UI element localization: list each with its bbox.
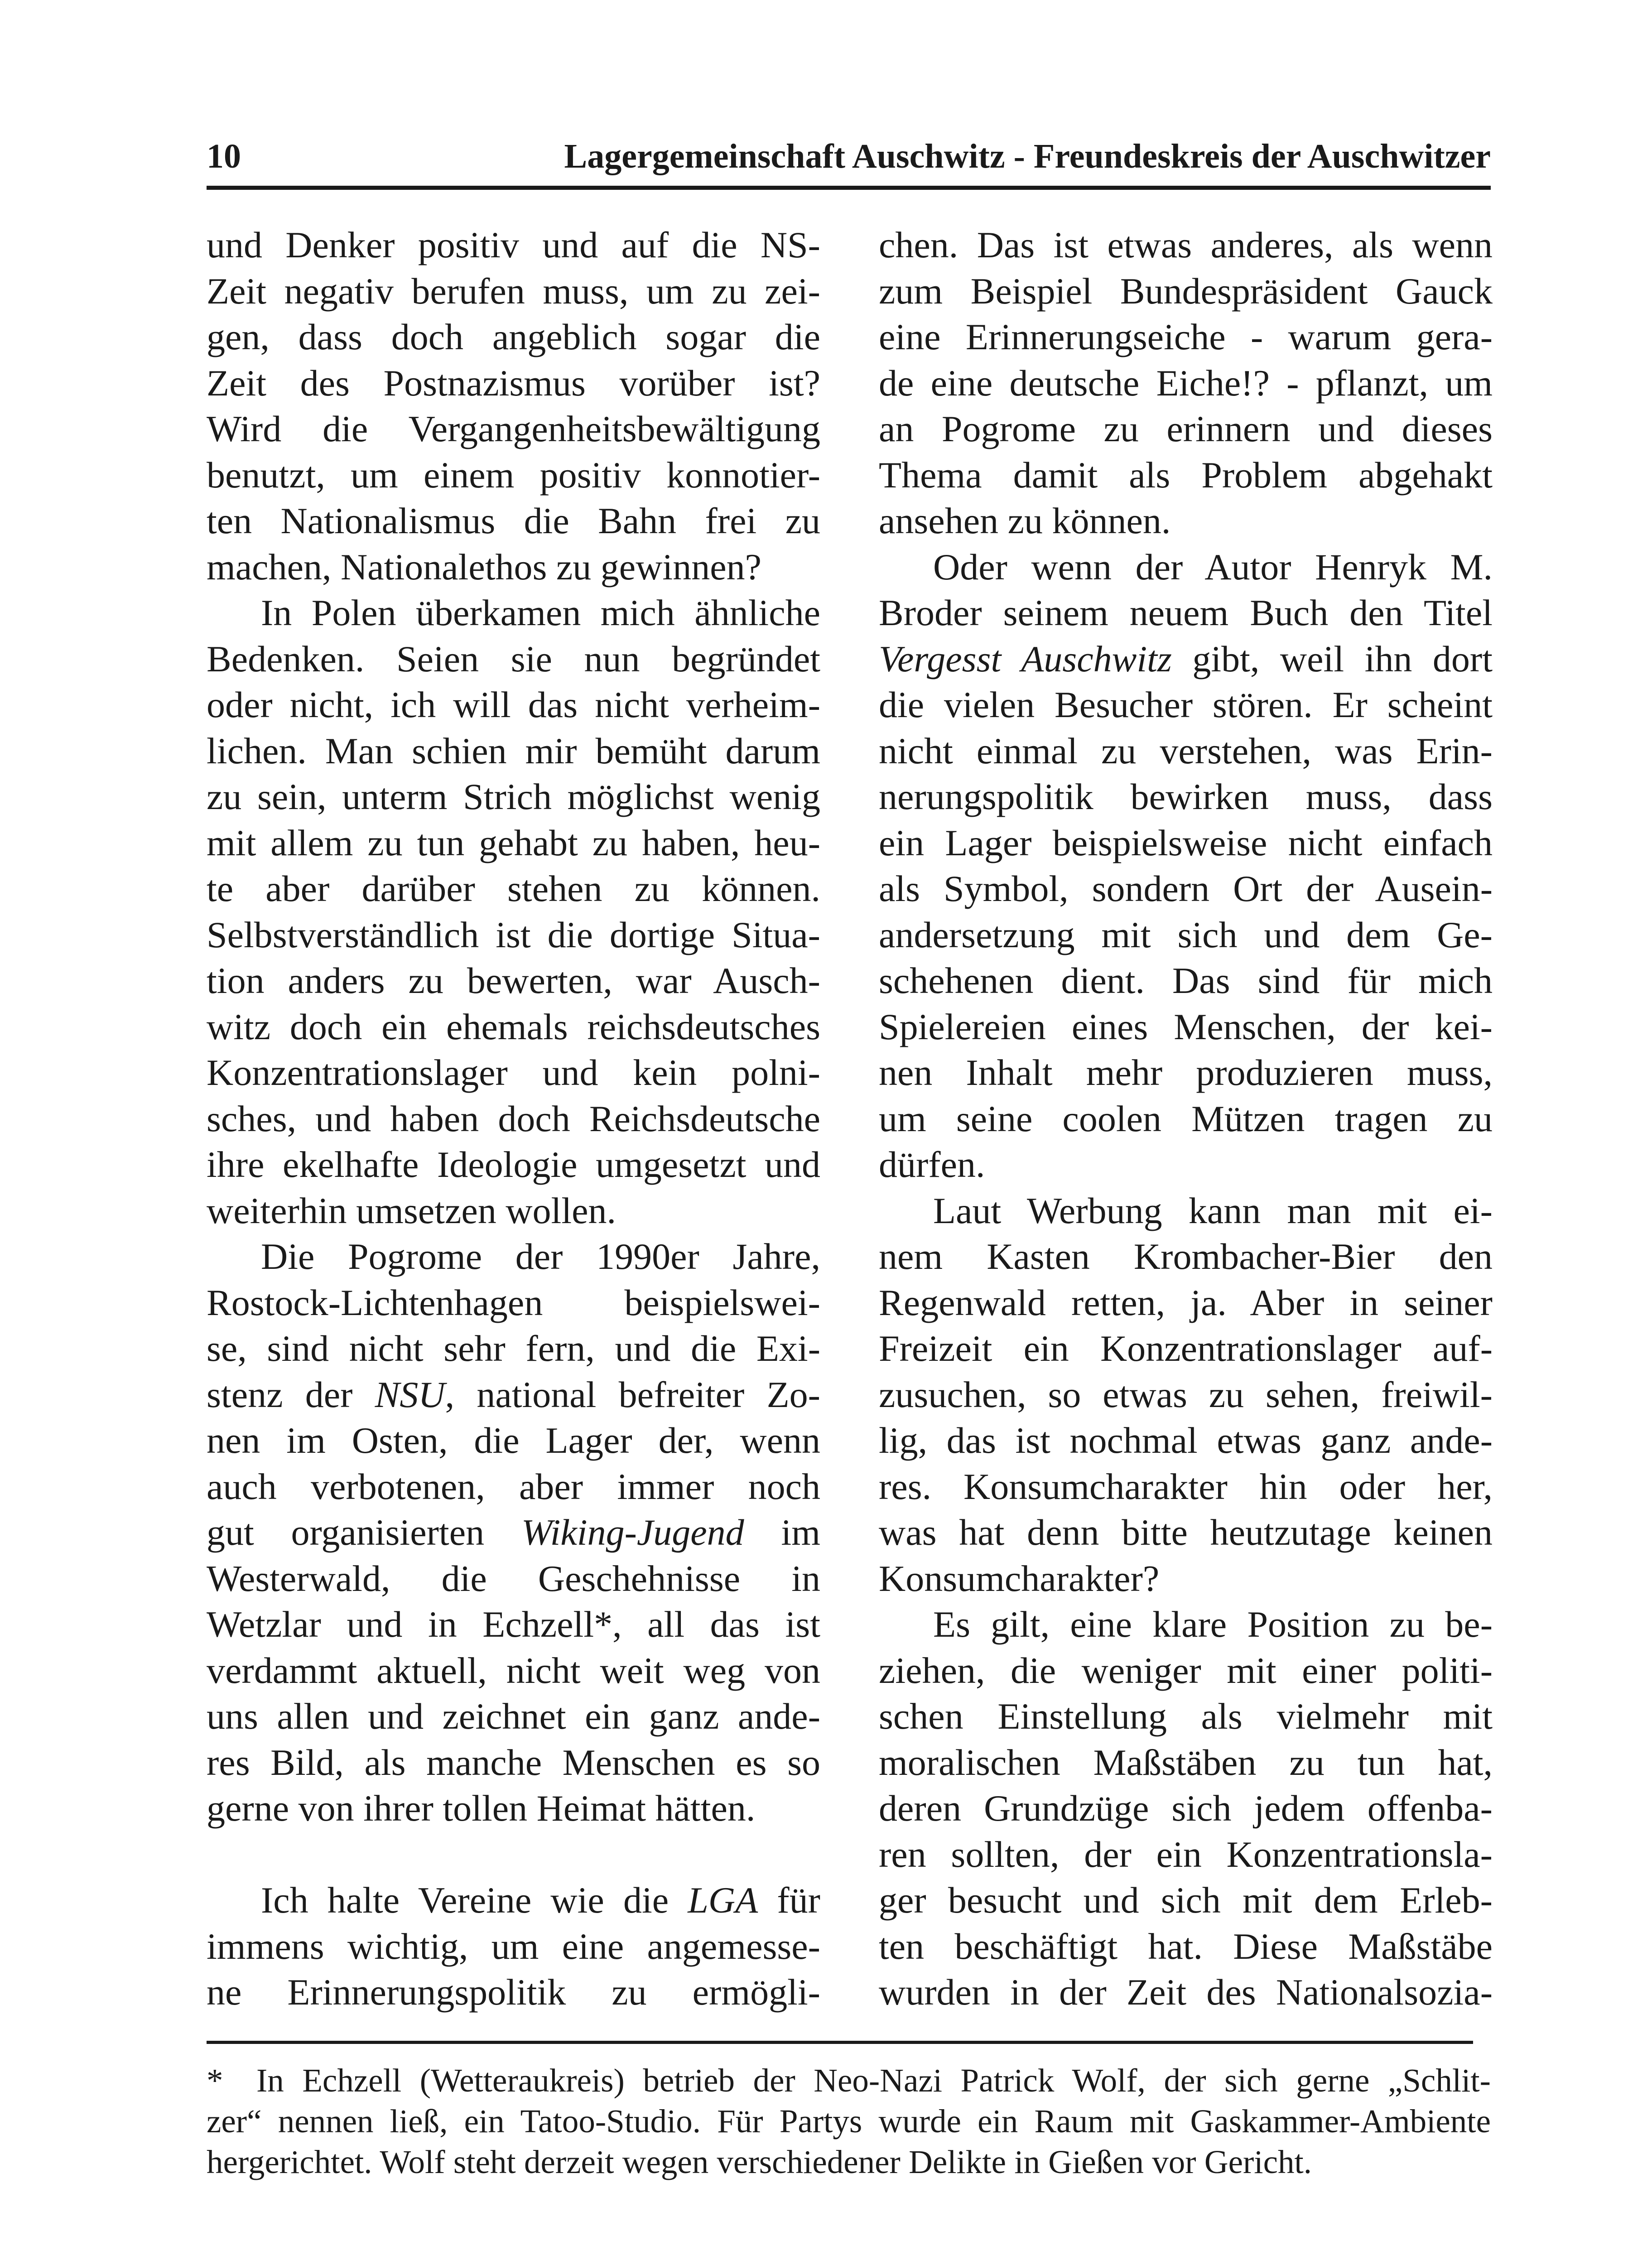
text-line: deren Grundzüge sich jedem offenba- bbox=[879, 1788, 1493, 1829]
text-line: was hat denn bitte heutzutage keinen bbox=[879, 1512, 1493, 1553]
text-line: moralischen Maßstäben zu tun hat, bbox=[879, 1741, 1493, 1783]
footnote-text: In Echzell (Wetteraukreis) betrieb der Neo-Nazi Patrick Wolf, der sich gerne „Schlit- bbox=[256, 2062, 1491, 2099]
text-line: Zeit des Postnazismus vorüber ist? bbox=[207, 362, 820, 404]
footnote-line: hergerichtet. Wolf steht derzeit wegen verschiedener Delikte in Gießen vor Gericht. bbox=[207, 2144, 1312, 2180]
text-line: In Polen überkamen mich ähnliche bbox=[261, 592, 820, 633]
page-header bbox=[207, 131, 1491, 190]
text-line: zu sein, unterm Strich möglichst wenig bbox=[207, 776, 820, 817]
text-line bbox=[879, 636, 1493, 682]
text-line: Spielereien eines Menschen, der kei- bbox=[879, 1006, 1493, 1047]
text-line: ihre ekelhafte Ideologie umgesetzt und bbox=[207, 1144, 820, 1185]
footnote-marker: * bbox=[207, 2062, 223, 2099]
text-line: uns allen und zeichnet ein ganz ande- bbox=[207, 1696, 820, 1737]
text-line: Es gilt, eine klare Position zu be- bbox=[933, 1604, 1493, 1645]
text-line: nem Kasten Krombacher-Bier den bbox=[879, 1236, 1493, 1277]
text-line: die vielen Besucher stören. Er scheint bbox=[879, 684, 1493, 725]
emphasis-book-title: Vergesst Auschwitz bbox=[879, 638, 1172, 680]
footnote bbox=[207, 2060, 1491, 2183]
right-column bbox=[879, 222, 1493, 2015]
text-line bbox=[207, 1877, 820, 1923]
text-line: res Bild, als manche Menschen es so bbox=[207, 1741, 820, 1783]
text-line: ziehen, die weniger mit einer politi- bbox=[879, 1649, 1493, 1691]
text-line: Regenwald retten, ja. Aber in seiner bbox=[879, 1282, 1493, 1323]
text-line: tion anders zu bewerten, war Ausch- bbox=[207, 960, 820, 1001]
text-line: Oder wenn der Autor Henryk M. bbox=[933, 546, 1493, 588]
text-line: nen Inhalt mehr produzieren muss, bbox=[879, 1052, 1493, 1093]
text-line: sches, und haben doch Reichsdeutsche bbox=[207, 1098, 820, 1139]
text-run: gut organisierten bbox=[207, 1512, 521, 1553]
text-line: wurden in der Zeit des Nationalsozia- bbox=[879, 1971, 1493, 2013]
text-line: te aber darüber stehen zu können. bbox=[207, 868, 820, 909]
paragraph-gap bbox=[207, 1831, 820, 1878]
text-run: stenz der bbox=[207, 1373, 375, 1415]
text-line: gen, dass doch angeblich sogar die bbox=[207, 316, 820, 357]
text-line: lig, das ist nochmal etwas ganz ande- bbox=[879, 1420, 1493, 1461]
footnote-line bbox=[207, 2060, 1491, 2101]
text-line: Rostock-Lichtenhagen beispielswei- bbox=[207, 1282, 820, 1323]
text-line: Freizeit ein Konzentrationslager auf- bbox=[879, 1328, 1493, 1369]
page-number: 10 bbox=[207, 137, 241, 175]
text-line: Selbstverständlich ist die dortige Situa- bbox=[207, 914, 820, 955]
text-run: im bbox=[744, 1512, 820, 1553]
emphasis-lga: LGA bbox=[688, 1879, 758, 1921]
running-head: Lagergemeinschaft Auschwitz - Freundeskreis der Auschwitzer bbox=[564, 137, 1491, 175]
text-line: gerne von ihrer tollen Heimat hätten. bbox=[207, 1788, 756, 1829]
footnote-divider bbox=[207, 2041, 1473, 2044]
text-line: an Pogrome zu erinnern und dieses bbox=[879, 408, 1493, 449]
emphasis-wiking-jugend: Wiking-Jugend bbox=[521, 1512, 744, 1553]
text-line: Broder seinem neuem Buch den Titel bbox=[879, 592, 1493, 633]
text-run: Ich halte Vereine wie die bbox=[261, 1879, 688, 1921]
text-line: ten Nationalismus die Bahn frei zu bbox=[207, 500, 820, 541]
text-line: benutzt, um einem positiv konnotier- bbox=[207, 454, 820, 496]
left-column bbox=[207, 222, 820, 2015]
text-line: verdammt aktuell, nicht weit weg von bbox=[207, 1649, 820, 1691]
text-line: chen. Das ist etwas anderes, als wenn bbox=[879, 224, 1493, 265]
text-line: immens wichtig, um eine angemesse- bbox=[207, 1925, 820, 1967]
text-line: Laut Werbung kann man mit ei- bbox=[933, 1190, 1493, 1231]
text-line: witz doch ein ehemals reichsdeutsches bbox=[207, 1006, 820, 1047]
text-line: nen im Osten, die Lager der, wenn bbox=[207, 1420, 820, 1461]
text-line: Wetzlar und in Echzell*, all das ist bbox=[207, 1604, 820, 1645]
text-line: nicht einmal zu verstehen, was Erin- bbox=[879, 730, 1493, 771]
text-line: oder nicht, ich will das nicht verheim- bbox=[207, 684, 820, 725]
text-line: weiterhin umsetzen wollen. bbox=[207, 1190, 616, 1231]
text-line: Konzentrationslager und kein polni- bbox=[207, 1052, 820, 1093]
text-line: schehenen dient. Das sind für mich bbox=[879, 960, 1493, 1001]
text-line: um seine coolen Mützen tragen zu bbox=[879, 1098, 1493, 1139]
text-line: ten beschäftigt hat. Diese Maßstäbe bbox=[879, 1925, 1493, 1967]
text-line: andersetzung mit sich und dem Ge- bbox=[879, 914, 1493, 955]
text-line: als Symbol, sondern Ort der Ausein- bbox=[879, 868, 1493, 909]
text-line: ne Erinnerungspolitik zu ermögli- bbox=[207, 1971, 820, 2013]
text-line: Thema damit als Problem abgehakt bbox=[879, 454, 1493, 496]
text-line: Westerwald, die Geschehnisse in bbox=[207, 1557, 820, 1599]
text-line: de eine deutsche Eiche!? - pflanzt, um bbox=[879, 362, 1493, 404]
text-line bbox=[207, 1509, 820, 1556]
footnote-line: zer“ nennen ließ, ein Tatoo-Studio. Für Partys wurde ein Raum mit Gaskammer-Ambiente bbox=[207, 2103, 1491, 2140]
text-line: machen, Nationalethos zu gewinnen? bbox=[207, 546, 761, 588]
text-line: nerungspolitik bewirken muss, dass bbox=[879, 776, 1493, 817]
text-line: auch verbotenen, aber immer noch bbox=[207, 1465, 820, 1507]
text-line: res. Konsumcharakter hin oder her, bbox=[879, 1465, 1493, 1507]
text-line: lichen. Man schien mir bemüht darum bbox=[207, 730, 820, 771]
text-line: zum Beispiel Bundespräsident Gauck bbox=[879, 270, 1493, 312]
text-line: und Denker positiv und auf die NS- bbox=[207, 224, 820, 265]
text-line bbox=[207, 1372, 820, 1418]
text-line: Zeit negativ berufen muss, um zu zei- bbox=[207, 270, 820, 312]
text-line: mit allem zu tun gehabt zu haben, heu- bbox=[207, 822, 820, 863]
text-line: Bedenken. Seien sie nun begründet bbox=[207, 638, 820, 680]
text-line: zusuchen, so etwas zu sehen, freiwil- bbox=[879, 1373, 1493, 1415]
text-line: schen Einstellung als vielmehr mit bbox=[879, 1696, 1493, 1737]
text-line: Die Pogrome der 1990er Jahre, bbox=[261, 1236, 820, 1277]
text-line: Konsumcharakter? bbox=[879, 1557, 1160, 1599]
text-line: dürfen. bbox=[879, 1144, 985, 1185]
text-line: ren sollten, der ein Konzentrationsla- bbox=[879, 1833, 1493, 1875]
emphasis-nsu: NSU bbox=[375, 1373, 445, 1415]
text-line: se, sind nicht sehr fern, und die Exi- bbox=[207, 1328, 820, 1369]
text-line: ansehen zu können. bbox=[879, 500, 1171, 541]
text-run: für bbox=[758, 1879, 820, 1921]
text-line: ger besucht und sich mit dem Erleb- bbox=[879, 1879, 1493, 1921]
text-line: eine Erinnerungseiche - warum gera- bbox=[879, 316, 1493, 357]
text-line: ein Lager beispielsweise nicht einfach bbox=[879, 822, 1493, 863]
text-run: gibt, weil ihn dort bbox=[1171, 638, 1493, 680]
text-run: , national befreiter Zo- bbox=[445, 1373, 820, 1415]
text-line: Wird die Vergangenheitsbewältigung bbox=[207, 408, 820, 449]
